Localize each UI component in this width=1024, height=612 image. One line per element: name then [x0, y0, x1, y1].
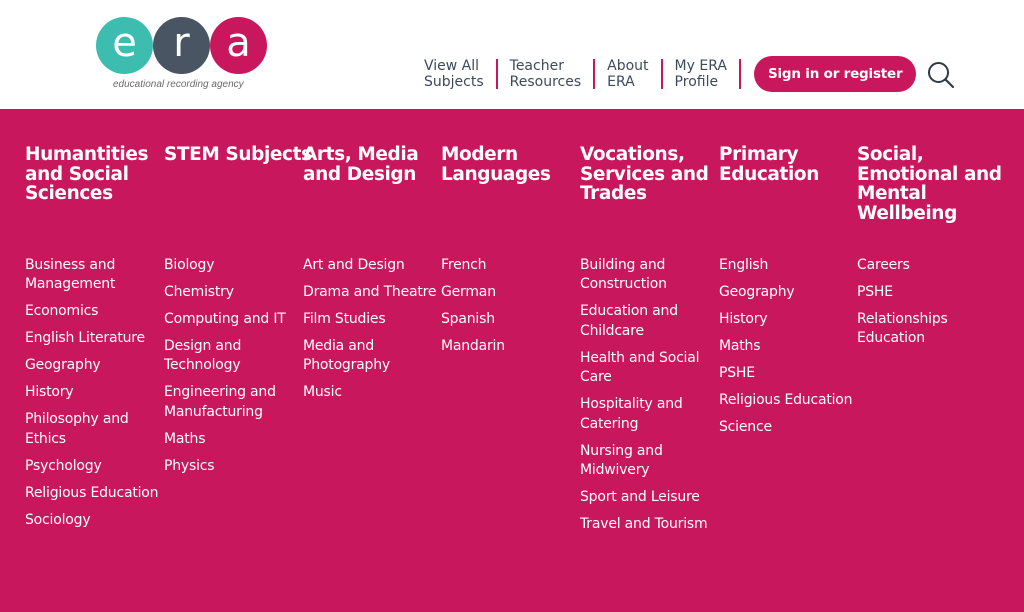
subject-link[interactable]: Sociology: [25, 511, 91, 528]
subject-link[interactable]: Nursing and Midwivery: [580, 442, 663, 479]
subject-link[interactable]: Careers: [857, 257, 910, 273]
sign-in-register-button[interactable]: Sign in or register: [754, 56, 917, 92]
column-title: STEM Subjects: [164, 144, 312, 165]
nav-about-era[interactable]: [595, 58, 660, 90]
nav-divider: [739, 59, 741, 89]
subject-link[interactable]: Physics: [164, 457, 215, 474]
subject-link[interactable]: Sport and Leisure: [580, 489, 700, 506]
nav-view-all-subjects-line2: Subjects: [424, 74, 484, 90]
subject-link[interactable]: English Literature: [25, 330, 145, 347]
subject-link[interactable]: Design and Technology: [164, 338, 242, 374]
subject-link[interactable]: Art and Design: [303, 257, 405, 273]
subject-link[interactable]: Relationships Education: [857, 311, 948, 347]
subject-link[interactable]: History: [719, 311, 768, 327]
subject-link[interactable]: Mandarin: [441, 338, 505, 354]
nav-my-era-profile-line2: Profile: [674, 74, 719, 90]
subject-link[interactable]: Chemistry: [164, 284, 234, 300]
subject-link[interactable]: German: [441, 284, 496, 300]
search-icon[interactable]: [927, 61, 955, 89]
subject-link[interactable]: Psychology: [25, 457, 102, 474]
subject-link[interactable]: Media and Photography: [303, 338, 391, 374]
column-title: Social, Emotional and Mental Wellbeing: [857, 144, 1002, 224]
subject-link[interactable]: Maths: [164, 430, 206, 447]
column-items: [857, 256, 992, 356]
subject-link[interactable]: Geography: [719, 284, 795, 300]
column-title: Primary Education: [719, 144, 819, 185]
subject-link[interactable]: Economics: [25, 303, 99, 320]
era-logo[interactable]: [96, 17, 271, 93]
column-items: [303, 256, 438, 410]
subject-link[interactable]: Computing and IT: [164, 311, 286, 327]
subject-link[interactable]: Engineering and Manufacturing: [164, 384, 276, 420]
subject-link[interactable]: Education and Childcare: [580, 303, 678, 339]
subject-link[interactable]: Business and Management: [25, 257, 116, 293]
column-items: [164, 256, 299, 484]
column-items: [580, 256, 715, 542]
column-title: Modern Languages: [441, 144, 551, 185]
subject-link[interactable]: English: [719, 257, 769, 273]
subject-link[interactable]: Film Studies: [303, 311, 386, 327]
column-title: Vocations, Services and Trades: [580, 144, 709, 204]
subject-link[interactable]: Building and Construction: [580, 257, 667, 293]
nav-view-all-subjects[interactable]: [412, 58, 496, 90]
subject-link[interactable]: Travel and Tourism: [580, 516, 708, 533]
nav-my-era-profile-line1: My ERA: [674, 58, 727, 74]
subject-link[interactable]: Hospitality and Catering: [580, 396, 683, 432]
subject-link[interactable]: Music: [303, 384, 342, 401]
subject-link[interactable]: Geography: [25, 357, 101, 374]
subject-link[interactable]: Religious Education: [25, 484, 159, 501]
column-title: Humantities and Social Sciences: [25, 144, 149, 204]
nav-view-all-subjects-line1: View All: [424, 58, 480, 74]
subject-link[interactable]: Philosophy and Ethics: [25, 411, 129, 447]
site-header: [0, 0, 1024, 109]
nav-my-era-profile[interactable]: [663, 58, 739, 90]
nav-about-era-line1: About: [607, 58, 649, 74]
subject-link[interactable]: Spanish: [441, 311, 495, 327]
nav-teacher-resources[interactable]: [498, 58, 594, 90]
subject-link[interactable]: PSHE: [719, 365, 755, 381]
subject-link[interactable]: Religious Education: [719, 392, 853, 408]
nav-about-era-line2: ERA: [607, 74, 635, 90]
subject-link[interactable]: History: [25, 384, 74, 401]
subject-link[interactable]: French: [441, 257, 487, 273]
subject-link[interactable]: Health and Social Care: [580, 349, 700, 386]
main-nav: [412, 56, 916, 92]
subject-link[interactable]: Maths: [719, 338, 761, 354]
nav-teacher-resources-line1: Teacher: [509, 58, 564, 74]
subjects-mega-menu: [0, 109, 1024, 612]
column-title: Arts, Media and Design: [303, 144, 419, 185]
logo-tagline: educational recording agency: [113, 79, 244, 90]
subject-link[interactable]: Biology: [164, 257, 215, 273]
subject-link[interactable]: PSHE: [857, 284, 893, 300]
column-items: [25, 256, 160, 538]
subject-link[interactable]: Science: [719, 419, 772, 435]
nav-teacher-resources-line2: Resources: [509, 74, 582, 90]
column-items: [441, 256, 576, 364]
column-items: [719, 256, 854, 445]
subject-link[interactable]: Drama and Theatre: [303, 284, 437, 300]
logo-letter-r: r: [153, 17, 210, 74]
logo-letter-e: e: [96, 17, 153, 74]
logo-letter-a: a: [210, 17, 267, 74]
